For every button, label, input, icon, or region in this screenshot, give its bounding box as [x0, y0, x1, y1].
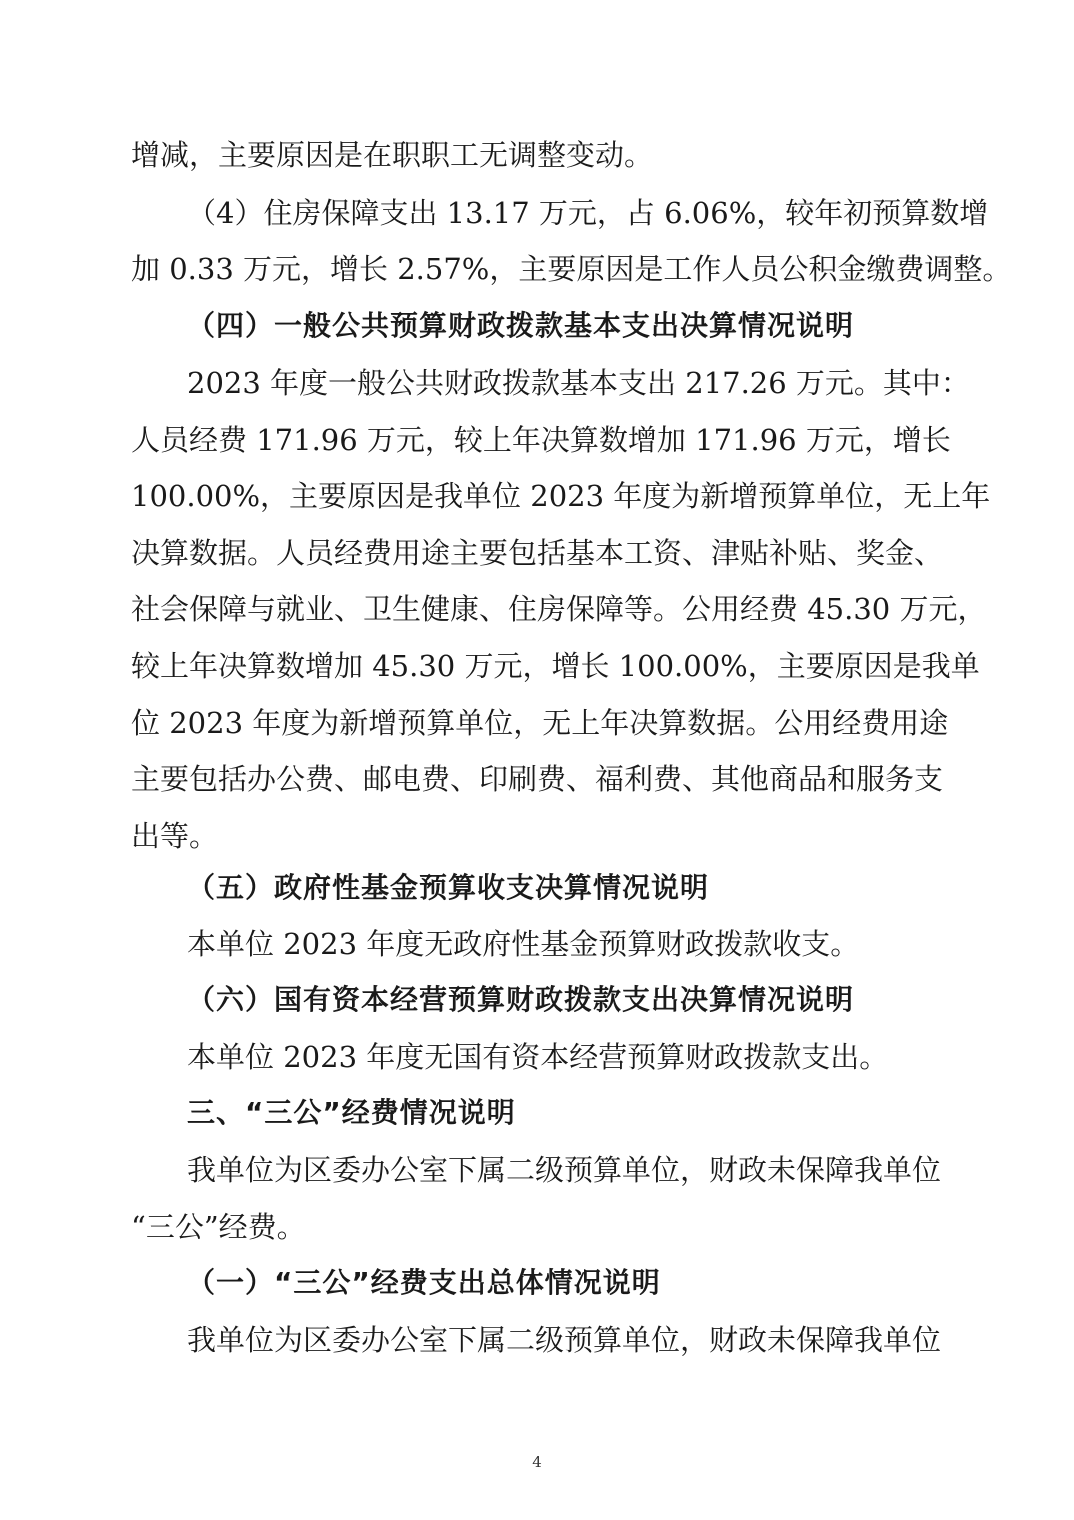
paragraph-line: 人员经费 171.96 万元，较上年决算数增加 171.96 万元，增长	[131, 423, 951, 457]
page-number: 4	[532, 1453, 542, 1471]
paragraph-line: 较上年决算数增加 45.30 万元，增长 100.00%，主要原因是我单	[131, 649, 980, 683]
section-heading-three-public: 三、“三公”经费情况说明	[187, 1096, 516, 1129]
paragraph-line: “三公”经费。	[131, 1210, 306, 1244]
paragraph-line: 位 2023 年度为新增预算单位，无上年决算数据。公用经费用途	[131, 706, 949, 740]
paragraph-line: 我单位为区委办公室下属二级预算单位，财政未保障我单位	[187, 1153, 942, 1187]
paragraph-line: 加 0.33 万元，增长 2.57%，主要原因是工作人员公积金缴费调整。	[131, 252, 1012, 286]
paragraph-line: 我单位为区委办公室下属二级预算单位，财政未保障我单位	[187, 1323, 942, 1357]
paragraph-line: 100.00%，主要原因是我单位 2023 年度为新增预算单位，无上年	[131, 479, 991, 513]
section-heading-4: （四）一般公共预算财政拨款基本支出决算情况说明	[187, 309, 855, 342]
paragraph-line: 主要包括办公费、邮电费、印刷费、福利费、其他商品和服务支	[131, 762, 944, 796]
paragraph-line: 社会保障与就业、卫生健康、住房保障等。公用经费 45.30 万元，	[131, 592, 987, 626]
paragraph-line: （4）住房保障支出 13.17 万元，占 6.06%，较年初预算数增	[187, 196, 989, 230]
paragraph-line: 本单位 2023 年度无国有资本经营预算财政拨款支出。	[187, 1040, 889, 1074]
section-heading-6: （六）国有资本经营预算财政拨款支出决算情况说明	[187, 983, 855, 1016]
paragraph-line: 出等。	[131, 819, 219, 853]
paragraph-line: 增减，主要原因是在职职工无调整变动。	[131, 138, 654, 172]
paragraph-line: 决算数据。人员经费用途主要包括基本工资、津贴补贴、奖金、	[131, 536, 944, 570]
section-heading-three-public-1: （一）“三公”经费支出总体情况说明	[187, 1266, 661, 1299]
paragraph-line: 2023 年度一般公共财政拨款基本支出 217.26 万元。其中：	[187, 366, 970, 400]
paragraph-line: 本单位 2023 年度无政府性基金预算财政拨款收支。	[187, 927, 860, 961]
section-heading-5: （五）政府性基金预算收支决算情况说明	[187, 871, 710, 904]
